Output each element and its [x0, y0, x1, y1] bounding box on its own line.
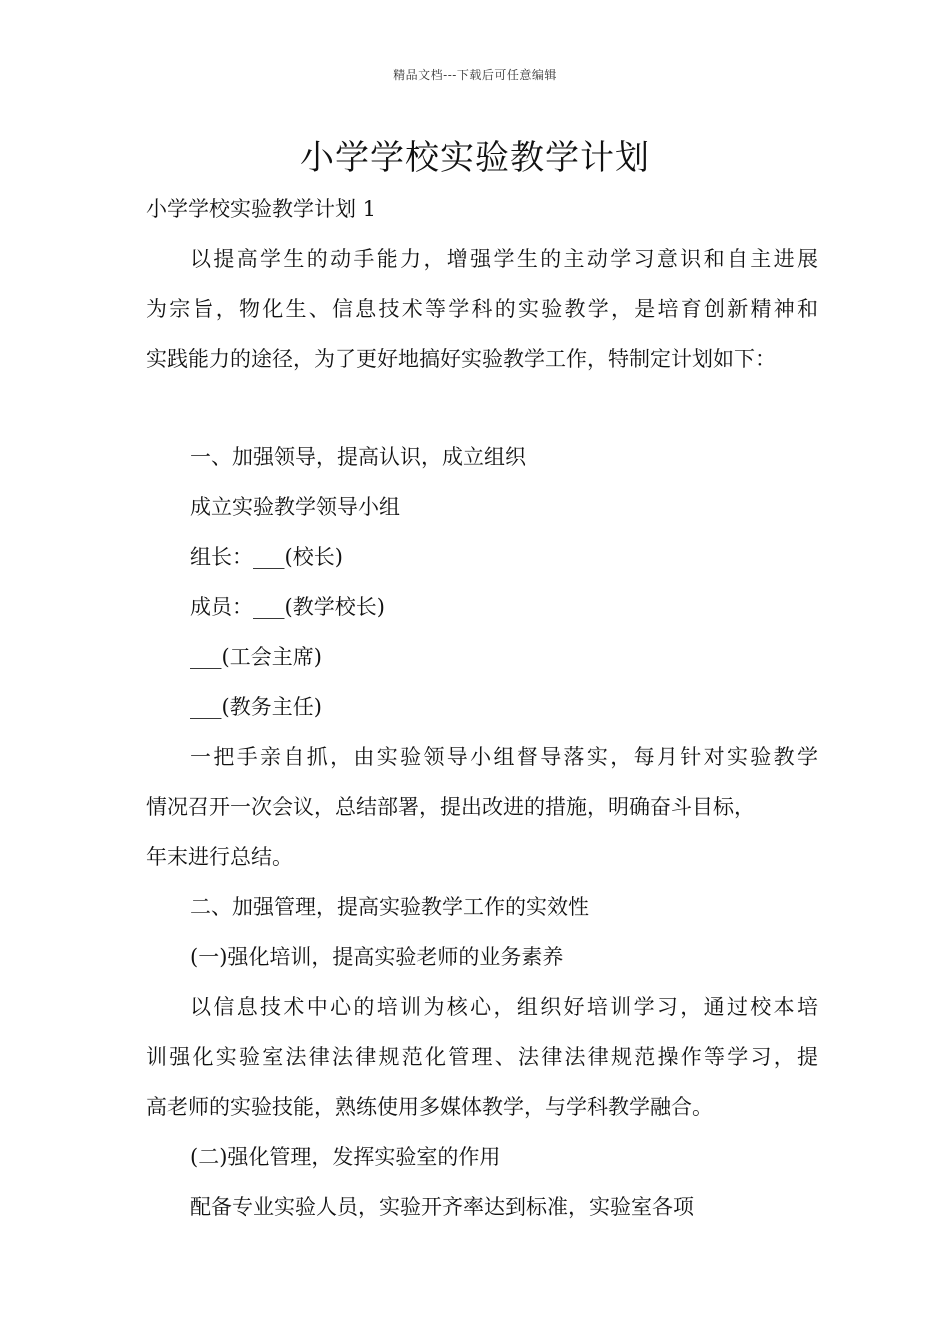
intro-line-3: 实践能力的途径，为了更好地搞好实验教学工作，特制定计划如下：: [146, 347, 776, 371]
section1-heading: 一、加强领导，提高认识，成立组织: [190, 445, 526, 469]
section1-para-line-2: 情况召开一次会议，总结部署，提出改进的措施，明确奋斗目标，: [146, 795, 755, 819]
section1-para-line-3: 年末进行总结。: [146, 845, 293, 869]
member-line-1: 成员：___(教学校长): [190, 595, 385, 619]
document-body: [146, 184, 818, 1232]
spacer: [146, 384, 818, 432]
sub2-heading: (二)强化管理，发挥实验室的作用: [190, 1145, 501, 1169]
subtitle: 小学学校实验教学计划 1: [146, 197, 377, 221]
sub1-para-line-3: 高老师的实验技能，熟练使用多媒体教学，与学科教学融合。: [146, 1095, 713, 1119]
header-note: 精品文档---下载后可任意编辑: [393, 68, 557, 82]
sub1-heading: (一)强化培训，提高实验老师的业务素养: [190, 945, 564, 969]
leader-line: 组长：___(校长): [190, 545, 343, 569]
section2-heading: 二、加强管理，提高实验教学工作的实效性: [190, 895, 589, 919]
intro-line-1: 以提高学生的动手能力，增强学生的主动学习意识和自主进展: [190, 247, 818, 271]
sub2-para-line-1: 配备专业实验人员，实验开齐率达到标准，实验室各项: [190, 1195, 694, 1219]
member-line-3: ___(教务主任): [190, 695, 322, 719]
group-title: 成立实验教学领导小组: [190, 495, 400, 519]
document-title: 小学学校实验教学计划: [300, 138, 650, 178]
member-line-2: ___(工会主席): [190, 645, 322, 669]
intro-line-2: 为宗旨，物化生、信息技术等学科的实验教学，是培育创新精神和: [146, 297, 818, 321]
section1-para-line-1: 一把手亲自抓，由实验领导小组督导落实，每月针对实验教学: [190, 745, 818, 769]
sub1-para-line-1: 以信息技术中心的培训为核心，组织好培训学习，通过校本培: [190, 995, 818, 1019]
sub1-para-line-2: 训强化实验室法律法律规范化管理、法律法律规范操作等学习，提: [146, 1045, 818, 1069]
